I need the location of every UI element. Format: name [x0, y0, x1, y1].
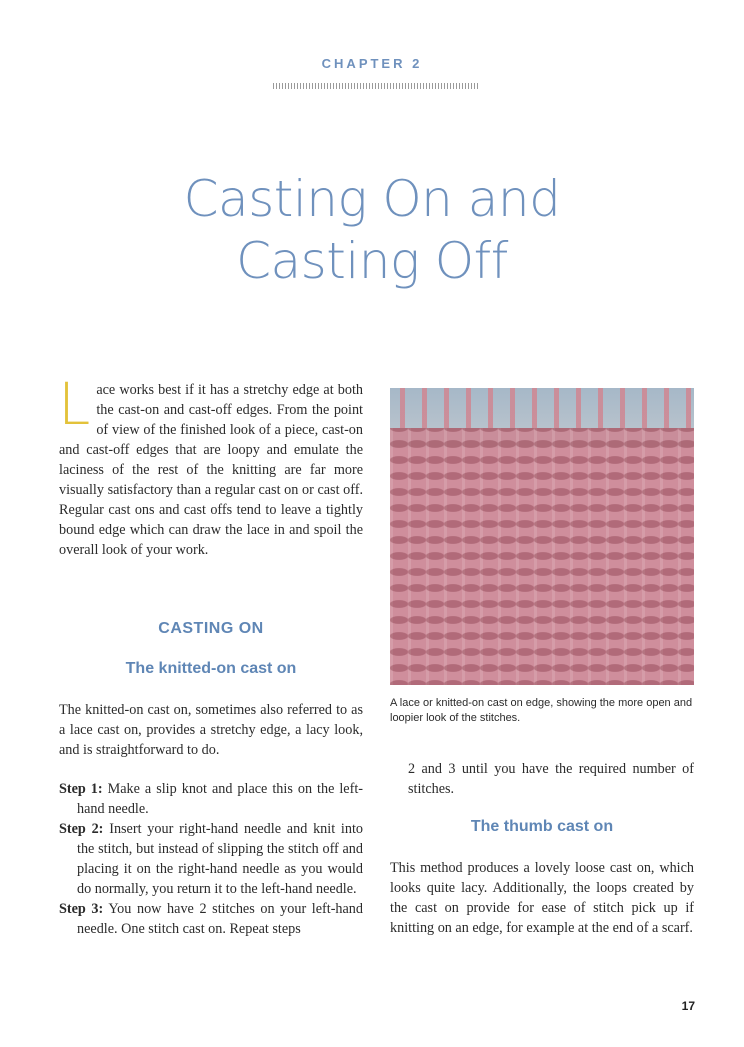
title-line-1: Casting On and	[183, 170, 561, 228]
step-2-label: Step 2:	[59, 821, 104, 837]
page-number: 17	[681, 999, 695, 1013]
step-2	[59, 819, 363, 899]
thumb-paragraph: This method produces a lovely loose cast on, which looks quite lacy. Additionally, the loops created by the cast on provide for ease of stitch pick up if knitting on an edge, for example at the end of a scarf.	[390, 860, 694, 936]
step-1-text: Make a slip knot and place this on the left-hand needle.	[77, 781, 363, 817]
chapter-label: CHAPTER 2	[321, 56, 423, 71]
photo-lace-edge	[390, 388, 694, 428]
steps-list	[59, 779, 363, 939]
steps-continued: 2 and 3 until you have the required number of stitches.	[408, 761, 694, 797]
step-3	[59, 899, 363, 939]
knitted-on-paragraph: The knitted-on cast on, sometimes also referred to as a lace cast on, provides a stretchy edge, a lacy look, and is straightforward to do.	[59, 702, 363, 758]
subheading-knitted-on: The knitted-on cast on	[125, 660, 297, 677]
intro-text: ace works best if it has a stretchy edge at both the cast-on and cast-off edges. From the point of view of the finished look of a piece, cast-on and cast-off edges that are loopy and emulate the laciness of the rest of the knitting are far more visually satisfactory than a regular cast on or cast off. Regular cast ons and cast offs tend to leave a tightly bound edge which can draw the lace in and spoil the overall look of your work.	[59, 382, 363, 558]
subheading-thumb: The thumb cast on	[470, 818, 614, 835]
step-3-text: You now have 2 stitches on your left-hand needle. One stitch cast on. Repeat steps	[77, 901, 363, 937]
intro-paragraph	[58, 370, 363, 560]
title-line-2: Casting Off	[236, 232, 508, 290]
chapter-rule	[273, 83, 480, 89]
dropcap: L	[58, 370, 91, 438]
section-heading-casting-on: CASTING ON	[158, 620, 264, 637]
step-1	[59, 779, 363, 819]
knitting-photo	[390, 388, 694, 685]
step-1-label: Step 1:	[59, 781, 103, 797]
page-title	[0, 168, 744, 292]
photo-caption: A lace or knitted-on cast on edge, showing the more open and loopier look of the stitches.	[390, 697, 693, 724]
step-2-text: Insert your right-hand needle and knit into the stitch, but instead of slipping the stitch off and placing it on the right-hand needle as you would do normally, you return it to the left-hand needle.	[77, 821, 364, 897]
step-3-label: Step 3:	[59, 901, 104, 917]
